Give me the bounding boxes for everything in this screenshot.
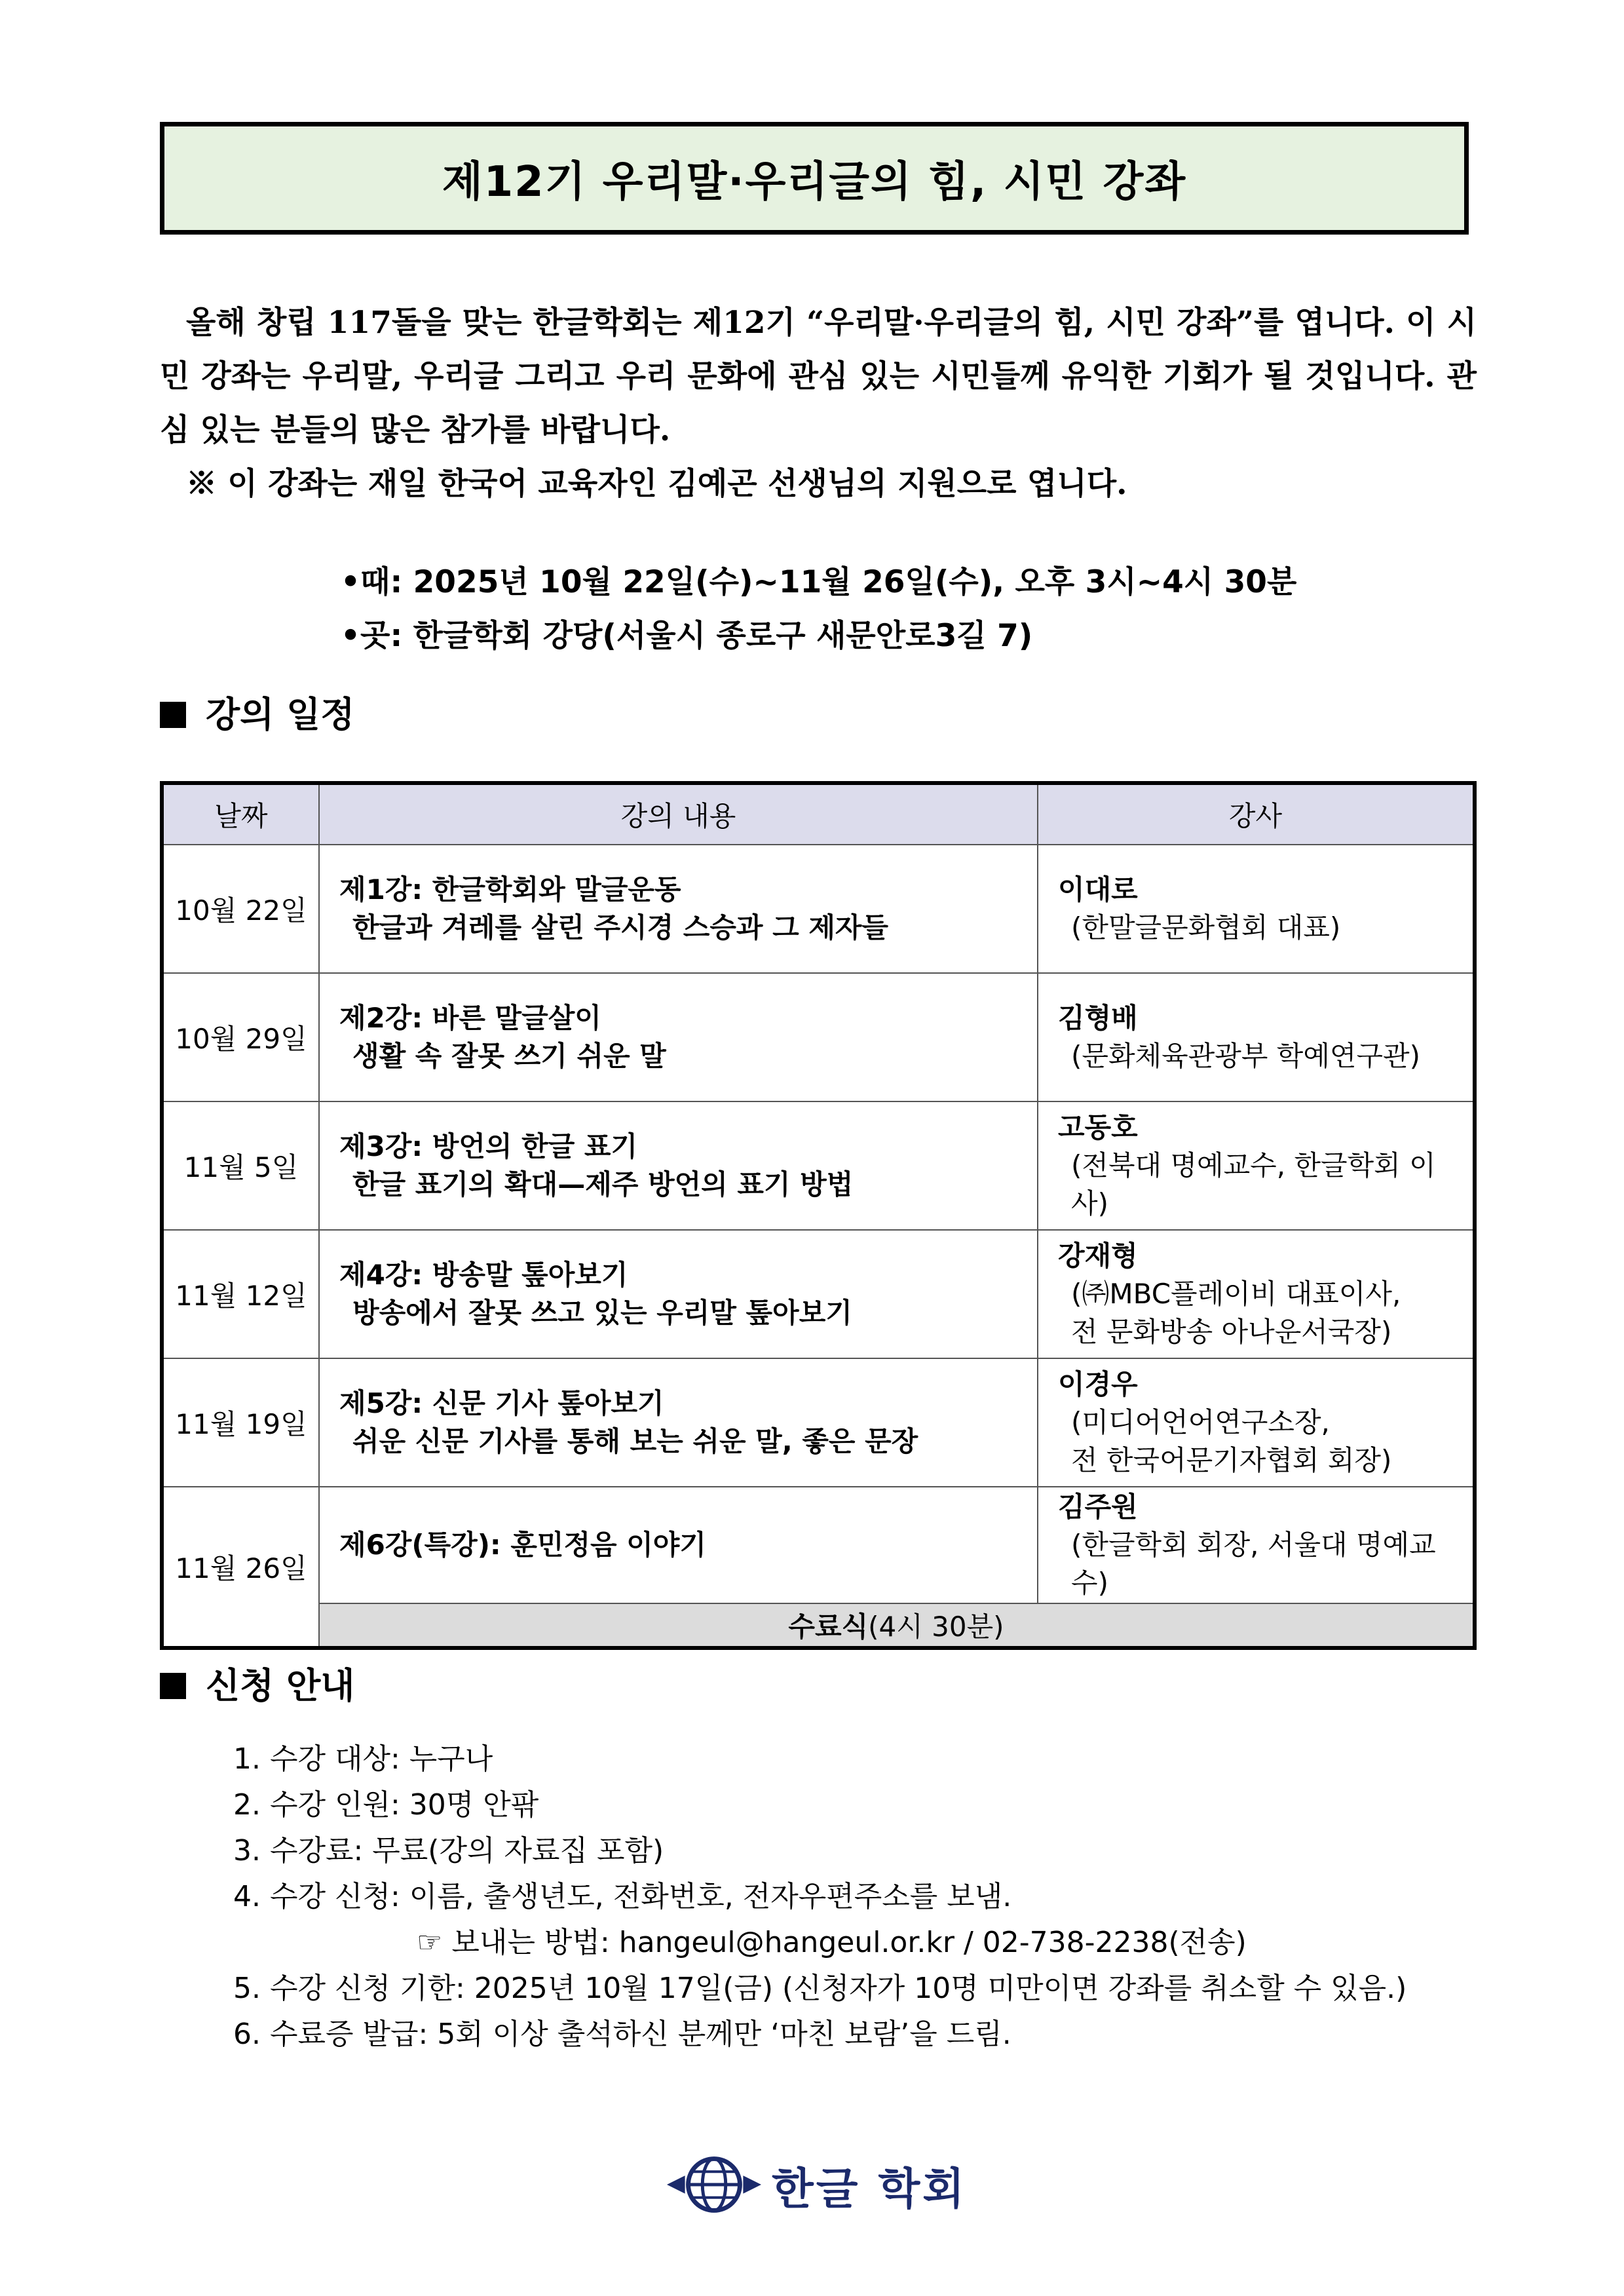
lecture-title: 제1강: 한글학회와 말글운동	[339, 873, 681, 906]
event-info	[341, 556, 1296, 663]
lecturer-name: 고동호	[1058, 1111, 1138, 1143]
row-date: 10월 22일	[162, 845, 319, 973]
intro-note: ※ 이 강좌는 재일 한국어 교육자인 김예곤 선생님의 지원으로 엽니다.	[186, 466, 1127, 502]
table-header-date: 날짜	[162, 783, 319, 845]
table-header-lecturer: 강사	[1038, 783, 1475, 845]
logo-text: 한글 학회	[771, 2163, 967, 2214]
row-lecturer	[1038, 973, 1475, 1101]
lecturer-name: 강재형	[1058, 1240, 1138, 1272]
lecturer-affiliation: (㈜MBC플레이비 대표이사,	[1071, 1278, 1401, 1310]
row-content	[319, 1101, 1038, 1230]
schedule-heading-label: 강의 일정	[206, 694, 355, 735]
lecture-title: 제6강(특강): 훈민정음 이야기	[339, 1529, 706, 1561]
table-row	[162, 973, 1475, 1101]
lecturer-affiliation: (미디어언어연구소장,	[1071, 1406, 1330, 1438]
row-date: 11월 19일	[162, 1358, 319, 1487]
row-content	[319, 1487, 1038, 1603]
row-lecturer	[1038, 1487, 1475, 1603]
list-item: 5. 수강 신청 기한: 2025년 10월 17일(금) (신청자가 10명 미만이면 강좌를 취소할 수 있음.)	[233, 1972, 1407, 2005]
square-bullet-icon	[160, 702, 186, 728]
row-content	[319, 1230, 1038, 1358]
lecture-subtitle: 한글과 겨레를 살린 주시경 스승과 그 제자들	[352, 911, 889, 944]
ceremony-cell	[319, 1603, 1475, 1648]
page-title: 제12기 우리말·우리글의 힘, 시민 강좌	[442, 158, 1187, 206]
row-content	[319, 845, 1038, 973]
lecturer-name: 김형배	[1058, 1002, 1138, 1034]
ceremony-row	[162, 1603, 1475, 1648]
schedule-heading	[160, 687, 354, 737]
table-row	[162, 845, 1475, 973]
lecturer-affiliation-2: 전 한국어문기자협회 회장)	[1071, 1444, 1392, 1476]
lecture-subtitle: 쉬운 신문 기사를 통해 보는 쉬운 말, 좋은 문장	[352, 1425, 918, 1457]
row-lecturer	[1038, 1230, 1475, 1358]
table-row	[162, 1230, 1475, 1358]
hangeul-society-logo	[666, 2152, 967, 2217]
lecturer-affiliation: (한글학회 회장, 서울대 명예교수)	[1071, 1529, 1436, 1599]
row-lecturer	[1038, 1101, 1475, 1230]
event-when: •때: 2025년 10월 22일(수)~11월 26일(수), 오후 3시~4시 30분	[341, 564, 1297, 600]
ceremony-label: 수료식	[788, 1611, 869, 1643]
row-date: 11월 12일	[162, 1230, 319, 1358]
globe-logo-icon	[666, 2153, 763, 2216]
lecturer-affiliation-2: 전 문화방송 아나운서국장)	[1071, 1316, 1392, 1348]
lecture-subtitle: 생활 속 잘못 쓰기 쉬운 말	[352, 1040, 666, 1072]
lecturer-name: 이대로	[1058, 873, 1138, 906]
lecturer-affiliation: (문화체육관광부 학예연구관)	[1071, 1040, 1420, 1072]
lecture-subtitle: 한글 표기의 확대—제주 방언의 표기 방법	[352, 1168, 854, 1200]
apply-heading	[160, 1658, 354, 1708]
list-item: 3. 수강료: 무료(강의 자료집 포함)	[233, 1834, 664, 1867]
ceremony-time: (4시 30분)	[868, 1611, 1004, 1643]
row-content	[319, 1358, 1038, 1487]
schedule-table	[160, 781, 1477, 1650]
table-row	[162, 1358, 1475, 1487]
lecture-title: 제2강: 바른 말글살이	[339, 1002, 601, 1034]
row-lecturer	[1038, 845, 1475, 973]
list-item: 1. 수강 대상: 누구나	[233, 1742, 493, 1776]
table-row	[162, 1487, 1475, 1603]
row-date: 11월 5일	[162, 1101, 319, 1230]
lecturer-name: 이경우	[1058, 1368, 1138, 1400]
row-content	[319, 973, 1038, 1101]
table-row	[162, 1101, 1475, 1230]
list-item: 2. 수강 인원: 30명 안팎	[233, 1788, 539, 1822]
square-bullet-icon	[160, 1673, 186, 1699]
list-item-method: ☞ 보내는 방법: hangeul@hangeul.or.kr / 02-738-2238(전송)	[417, 1926, 1247, 1959]
table-header-content: 강의 내용	[319, 783, 1038, 845]
intro-paragraph: 올해 창립 117돌을 맞는 한글학회는 제12기 “우리말·우리글의 힘, 시민 강좌”를 엽니다. 이 시민 강좌는 우리말, 우리글 그리고 우리 문화에 관심 있는 시민들께 유익한 기회가 될 것입니다. 관심 있는 분들의 많은 참가를 바랍니다.	[160, 305, 1477, 448]
lecturer-affiliation: (전북대 명예교수, 한글학회 이사)	[1071, 1149, 1436, 1219]
apply-heading-label: 신청 안내	[206, 1665, 355, 1706]
lecture-title: 제4강: 방송말 톺아보기	[339, 1259, 628, 1291]
lecture-subtitle: 방송에서 잘못 쓰고 있는 우리말 톺아보기	[352, 1297, 852, 1329]
list-item: 4. 수강 신청: 이름, 출생년도, 전화번호, 전자우편주소를 보냄.	[233, 1880, 1012, 1913]
row-date: 11월 26일	[162, 1487, 319, 1648]
lecture-title: 제5강: 신문 기사 톺아보기	[339, 1387, 664, 1419]
event-where: •곳: 한글학회 강당(서울시 종로구 새문안로3길 7)	[341, 618, 1033, 654]
apply-list	[233, 1736, 1407, 2057]
title-box	[160, 122, 1469, 235]
row-date: 10월 29일	[162, 973, 319, 1101]
row-lecturer	[1038, 1358, 1475, 1487]
intro-text	[160, 296, 1477, 511]
lecturer-affiliation: (한말글문화협회 대표)	[1071, 911, 1341, 944]
list-item: 6. 수료증 발급: 5회 이상 출석하신 분께만 ‘마친 보람’을 드림.	[233, 2018, 1011, 2051]
lecturer-name: 김주원	[1058, 1491, 1138, 1523]
lecture-title: 제3강: 방언의 한글 표기	[339, 1130, 638, 1162]
